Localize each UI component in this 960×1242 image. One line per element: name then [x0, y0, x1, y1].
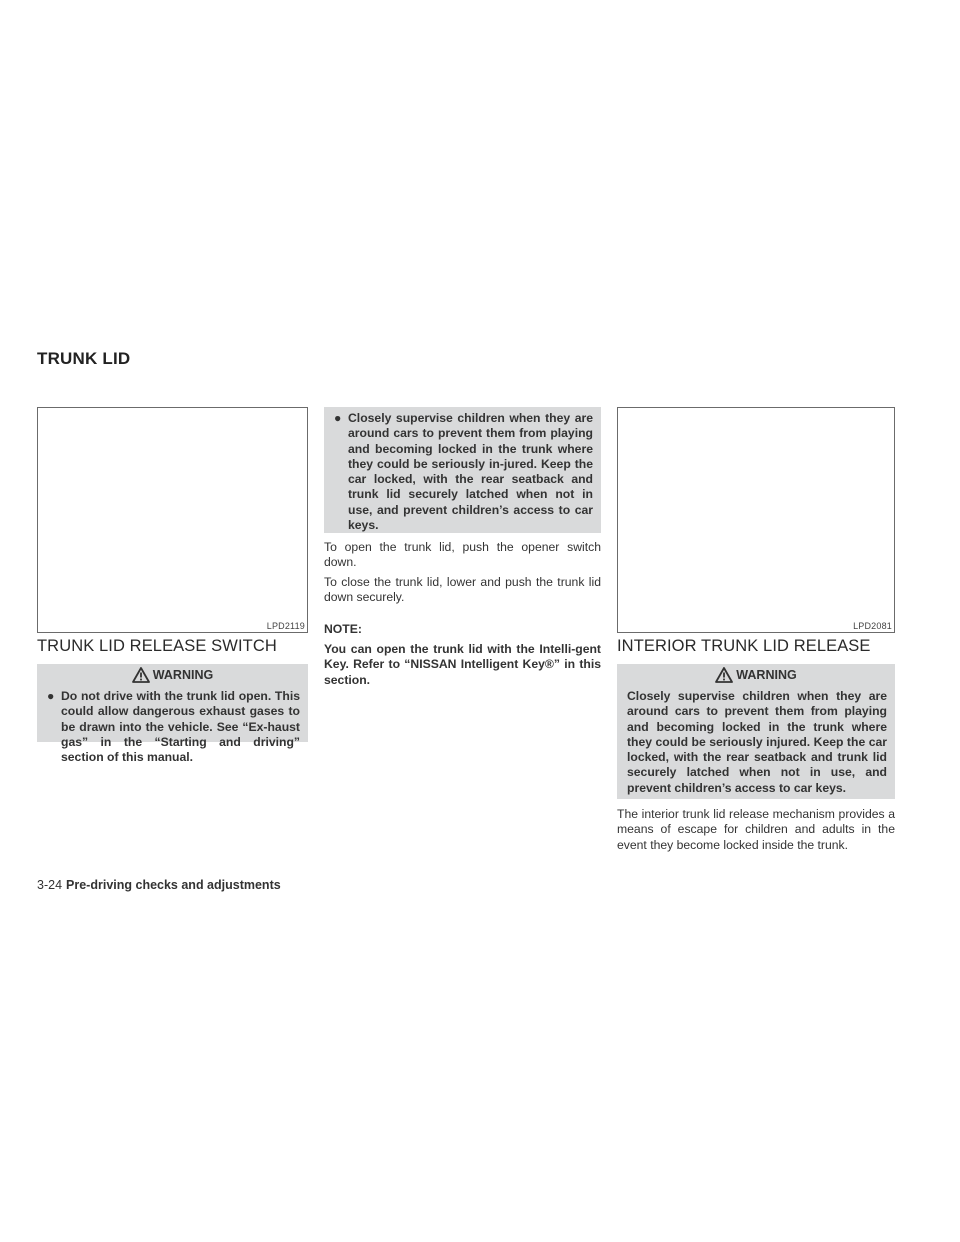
paragraph-interior-release: The interior trunk lid release mechanism provides a means of escape for children and adults in the event they become locked inside the trunk.	[617, 807, 895, 852]
warning-icon	[715, 667, 733, 683]
figure-label: LPD2081	[853, 621, 892, 631]
warning-header	[617, 664, 895, 686]
warning-label: WARNING	[152, 668, 214, 682]
warning-header	[37, 664, 308, 686]
heading-trunk-lid-release-switch: TRUNK LID RELEASE SWITCH	[37, 637, 277, 655]
warning-box	[617, 686, 895, 799]
heading-interior-trunk-lid-release: INTERIOR TRUNK LID RELEASE	[617, 637, 871, 655]
warning-text: Closely supervise children when they are around cars to prevent them from playing and becoming locked in the trunk where they could be seriously in-jured. Keep the car locked, with the rear seatback and trunk lid securely latched when not in use, and prevent children’s access to car keys.	[348, 411, 593, 533]
warning-text: Do not drive with the trunk lid open. This could allow dangerous exhaust gases to be drawn into the vehicle. See “Ex-haust gas” in the “Starting and driving” section of this manual.	[61, 689, 300, 765]
bullet-icon: ●	[334, 411, 342, 425]
warning-bullet-item	[334, 411, 593, 533]
warning-text: Closely supervise children when they are around cars to prevent them from playing and becoming locked in the trunk where they could be seriously injured. Keep the car locked, with the rear seatback and trunk lid securely latched when not in use, and prevent children’s access to car keys.	[627, 689, 887, 795]
warning-bullet-item	[47, 689, 300, 765]
figure-interior-trunk-lid-release	[617, 407, 895, 633]
paragraph-open-trunk: To open the trunk lid, push the opener switch down.	[324, 540, 601, 570]
bullet-icon: ●	[47, 689, 55, 703]
note-text: You can open the trunk lid with the Intelli-gent Key. Refer to “NISSAN Intelligent Key®” in this section.	[324, 642, 601, 687]
warning-box-children	[324, 407, 601, 533]
section-title: TRUNK LID	[37, 349, 131, 368]
figure-label: LPD2119	[266, 621, 305, 631]
warning-box	[37, 686, 308, 765]
page-number: 3-24	[37, 878, 63, 892]
note-label: NOTE:	[324, 622, 362, 636]
warning-icon	[132, 667, 150, 683]
warning-label: WARNING	[736, 668, 797, 682]
page-footer	[37, 878, 281, 892]
figure-trunk-lid-release-switch	[37, 407, 308, 633]
paragraph-close-trunk: To close the trunk lid, lower and push the trunk lid down securely.	[324, 575, 601, 605]
chapter-title: Pre-driving checks and adjustments	[66, 878, 281, 892]
